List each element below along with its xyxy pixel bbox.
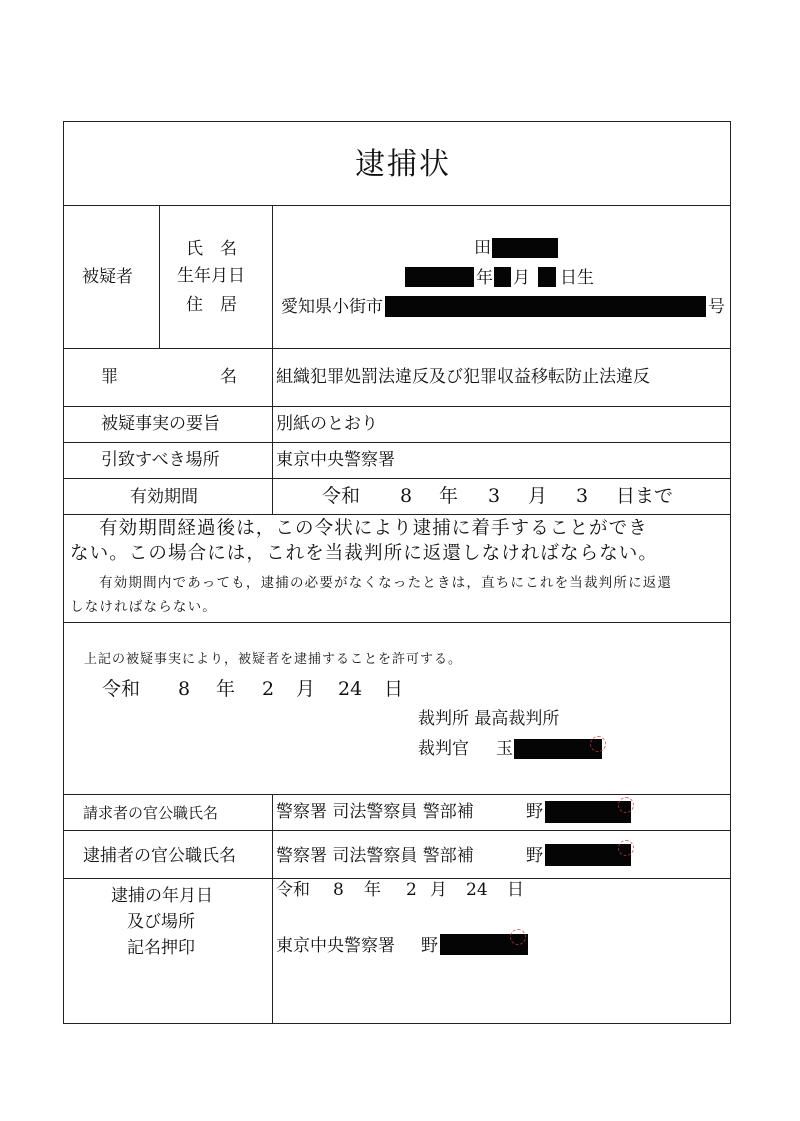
- divider: [63, 622, 731, 623]
- requester-name: 野: [526, 802, 543, 822]
- divider: [63, 348, 731, 349]
- arrester-name: 野: [526, 846, 543, 866]
- column-divider: [159, 205, 160, 348]
- redaction-bar: [385, 296, 706, 317]
- judge-name: 玉: [496, 739, 513, 759]
- seal-stamp: [590, 736, 606, 752]
- validity-month: 3: [488, 485, 501, 507]
- divider: [63, 406, 731, 407]
- arrest-era: 令和: [276, 880, 310, 900]
- permission-year: 8: [178, 678, 191, 700]
- destination-value: 東京中央警察署: [276, 450, 395, 470]
- arrest-date: [0, 882, 800, 904]
- arrest-year-unit: 年: [364, 880, 381, 900]
- crime-label-right: 名: [220, 367, 237, 387]
- arrest-month: 2: [406, 880, 417, 900]
- name-label: 氏 名: [186, 239, 237, 259]
- redaction-bar: [405, 267, 474, 287]
- validity-year: 8: [400, 485, 413, 507]
- address-suffix: 号: [708, 297, 725, 317]
- crime-label-left: 罪: [101, 367, 118, 387]
- permission-month: 2: [262, 678, 275, 700]
- validity-era: 令和: [322, 485, 361, 507]
- redaction-bar: [492, 238, 558, 258]
- divider: [63, 878, 731, 879]
- notice-line-2: ない。この場合には，これを当裁判所に返還しなければならない。: [70, 543, 659, 564]
- redaction-bar: [538, 267, 556, 287]
- permission-text: 上記の被疑事実により，被疑者を逮捕することを許可する。: [84, 652, 463, 667]
- arrest-year: 8: [333, 880, 344, 900]
- page-title: 逮捕状: [355, 147, 451, 182]
- divider: [63, 830, 731, 831]
- seal-stamp: [510, 929, 526, 945]
- arrest-month-unit: 月: [430, 880, 447, 900]
- arrest-place: 東京中央警察署: [276, 936, 395, 956]
- column-divider: [272, 794, 273, 1024]
- validity-month-unit: 月: [528, 485, 548, 507]
- validity-day: 3: [576, 485, 589, 507]
- notice-line-3: 有効期間内であっても，逮捕の必要がなくなったときは，直ちにこれを当裁判所に返還: [99, 575, 673, 591]
- validity-day-unit: 日まで: [616, 485, 674, 507]
- suspect-name: 田: [474, 238, 491, 258]
- notice-line-1: 有効期間経過後は，この令状により逮捕に着手することができ: [99, 518, 648, 539]
- suspect-label: 被疑者: [82, 267, 133, 287]
- dob-day-suffix: 日生: [560, 268, 594, 288]
- permission-era: 令和: [102, 678, 141, 700]
- permission-day: 24: [338, 678, 363, 700]
- arrest-officer-name: 野: [421, 936, 438, 956]
- arrest-record-label-1: 逮捕の年月日: [111, 886, 213, 906]
- notice-line-4: しなければならない。: [70, 599, 217, 615]
- crime-value: 組織犯罪処罰法違反及び犯罪収益移転防止法違反: [276, 367, 650, 387]
- facts-value: 別紙のとおり: [276, 414, 378, 434]
- judge-label: 裁判官: [418, 739, 469, 759]
- arrest-day-unit: 日: [507, 880, 524, 900]
- divider: [63, 794, 731, 795]
- dob-label: 生年月日: [177, 266, 245, 286]
- redaction-bar: [494, 267, 511, 287]
- validity-label: 有効期間: [130, 487, 198, 507]
- requester-value: 警察署 司法警察員 警部補: [276, 802, 474, 822]
- divider: [63, 205, 731, 206]
- permission-year-unit: 年: [216, 678, 236, 700]
- requester-label: 請求者の官公職氏名: [83, 804, 219, 822]
- arrest-day: 24: [466, 880, 488, 900]
- column-divider: [272, 205, 273, 514]
- redaction-bar: [514, 739, 602, 759]
- arrest-record-label-2: 及び場所: [127, 912, 195, 932]
- permission-date: [0, 680, 800, 702]
- divider: [63, 478, 731, 479]
- facts-label: 被疑事実の要旨: [101, 414, 220, 434]
- arrester-value: 警察署 司法警察員 警部補: [276, 846, 474, 866]
- dob-year-suffix: 年: [476, 268, 493, 288]
- divider: [63, 442, 731, 443]
- arrest-record-label-3: 記名押印: [127, 938, 195, 958]
- dob-month-suffix: 月: [513, 268, 530, 288]
- seal-stamp: [618, 797, 634, 813]
- permission-day-unit: 日: [384, 678, 404, 700]
- court-name: 裁判所 最高裁判所: [418, 709, 560, 729]
- destination-label: 引致すべき場所: [101, 450, 220, 470]
- permission-month-unit: 月: [296, 678, 316, 700]
- validity-year-unit: 年: [439, 485, 459, 507]
- address-label: 住 居: [186, 295, 237, 315]
- seal-stamp: [618, 840, 634, 856]
- validity-date: [0, 487, 800, 509]
- divider: [63, 514, 731, 515]
- address-prefix: 愛知県小街市: [281, 297, 383, 317]
- arrester-label: 逮捕者の官公職氏名: [83, 846, 236, 866]
